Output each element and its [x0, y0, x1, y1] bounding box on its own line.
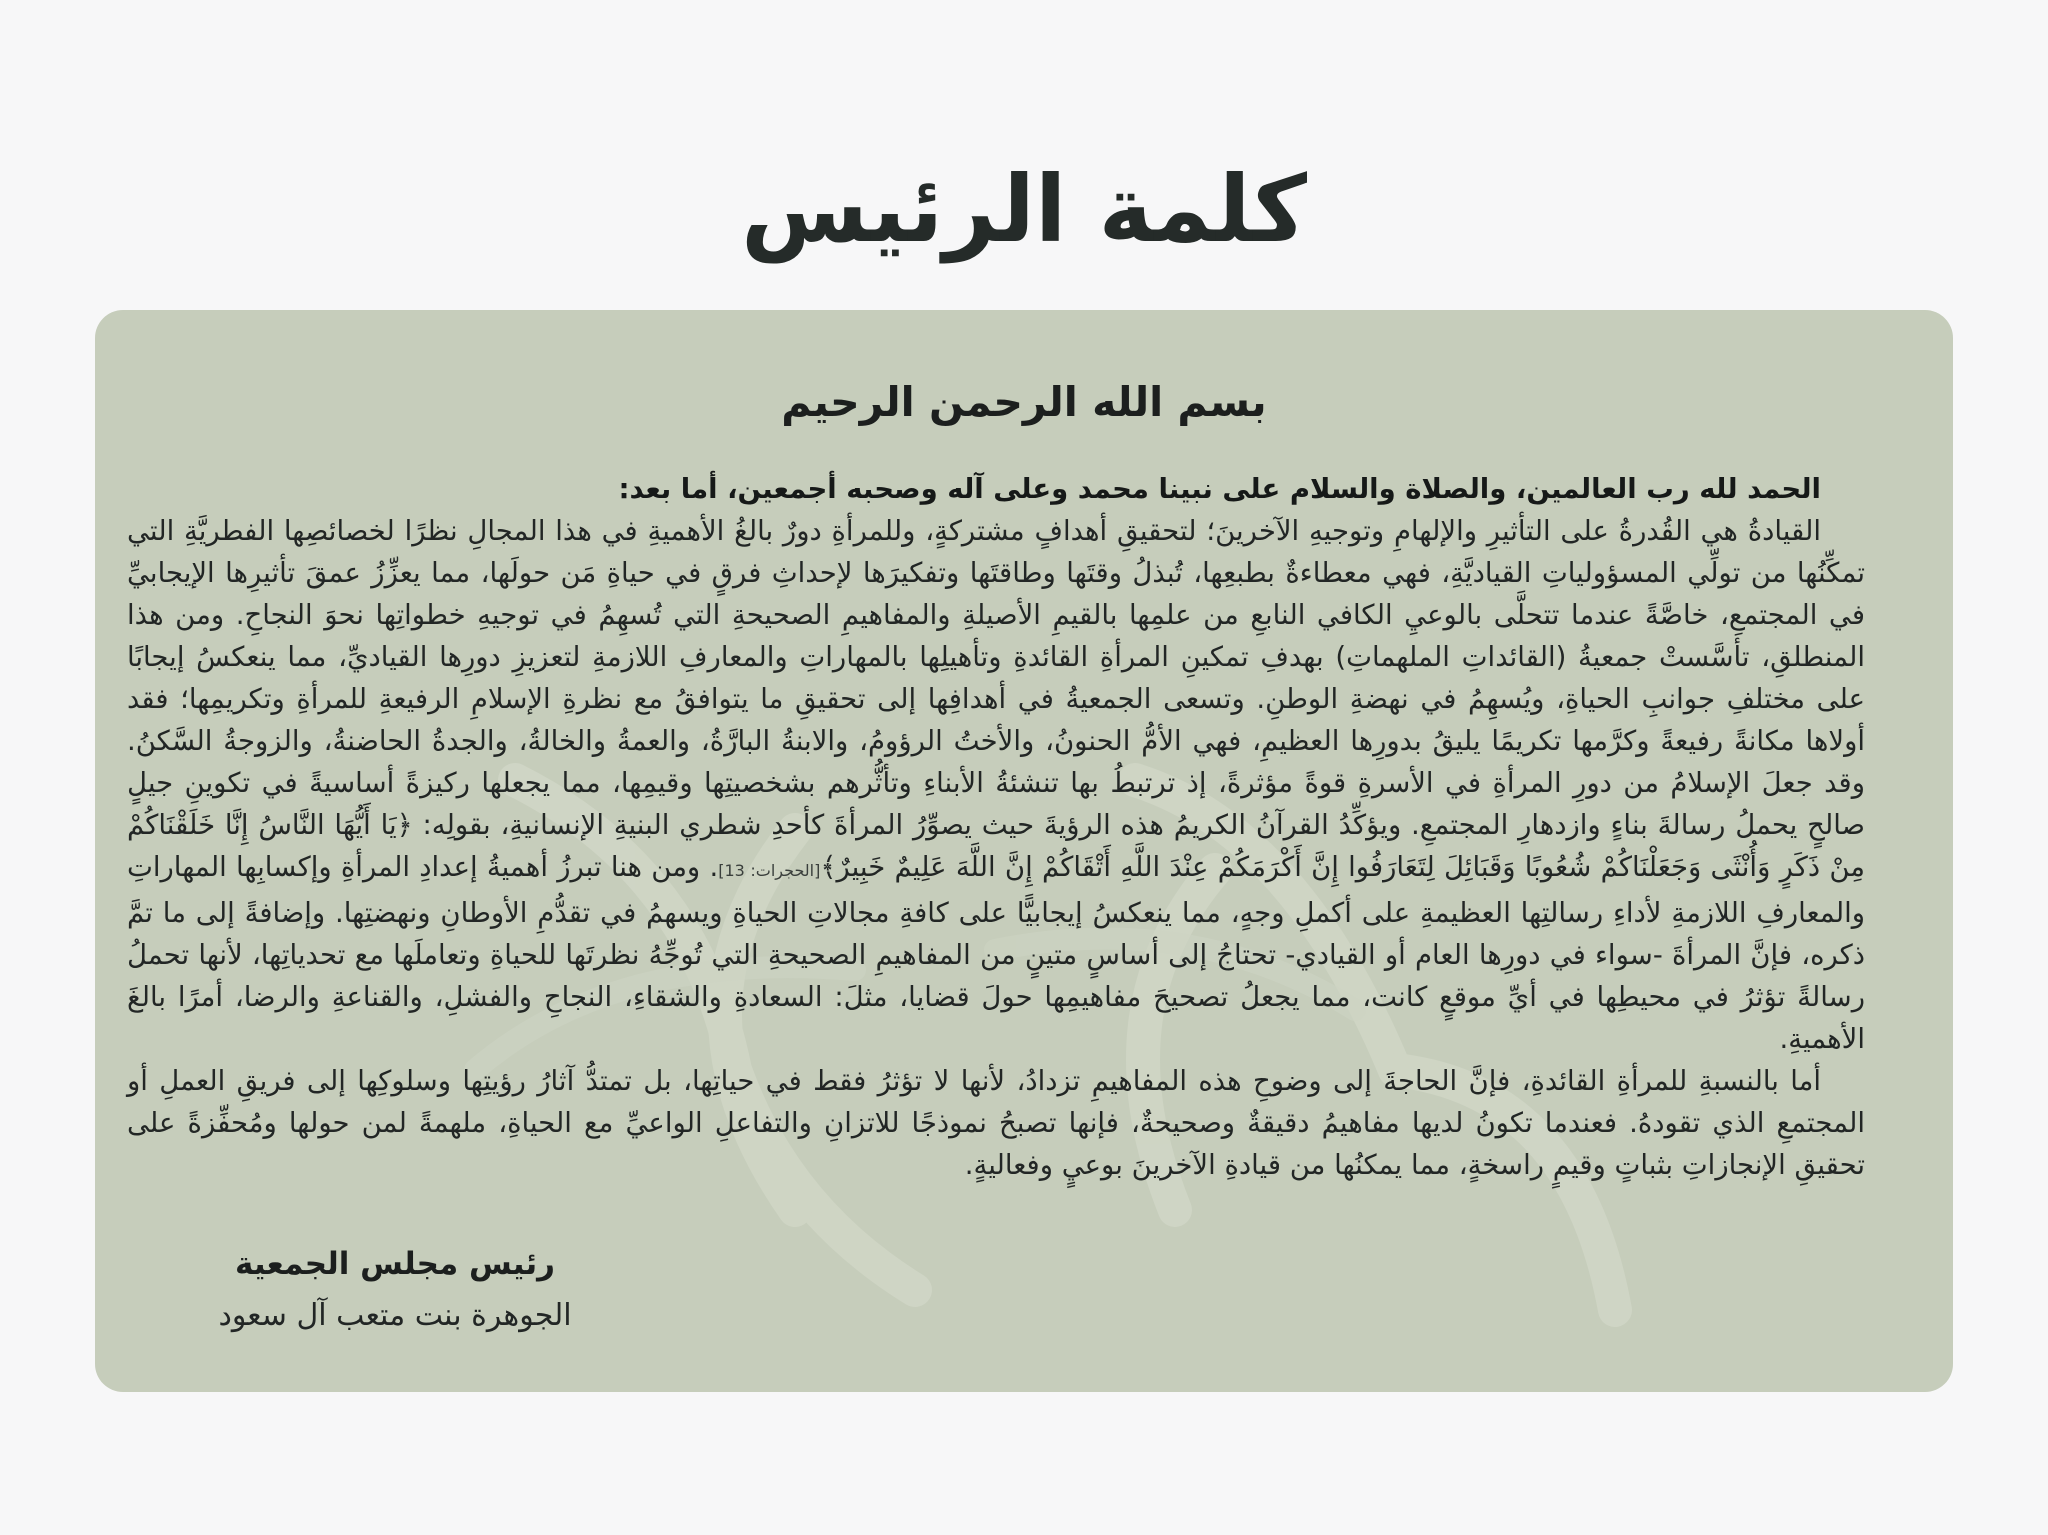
paragraph-1-text: القيادةُ هي القُدرةُ على التأثيرِ والإلهامِ وتوجيهِ الآخرينَ؛ لتحقيقِ أهدافٍ مشتركةٍ، وللمرأةِ دورٌ بالغُ الأهميةِ في هذا المجالِ نظرًا لخصائصِها الفطريَّةِ التي تمكِّنُها من تولِّي المسؤولياتِ القياديَّةِ، فهي معطاءةٌ بطبعِها، تُبذلُ وقتَها وطاقتَها وتفكيرَها لإحداثِ فرقٍ في حياةِ مَن حولَها، مما يعزِّزُ عمقَ تأثيرِها الإيجابيِّ في المجتمعِ، خاصَّةً عندما تتحلَّى بالوعيِ الكافي النابعِ من علمِها بالقيمِ الأصيلةِ والمفاهيمِ الصحيحةِ التي تُسهِمُ في توجيهِ خطواتِها نحوَ النجاحِ. ومن هذا المنطلقِ، تأسَّستْ جمعيةُ (القائداتِ الملهماتِ) بهدفِ تمكينِ المرأةِ القائدةِ وتأهيلِها بالمهاراتِ والمعارفِ اللازمةِ لتعزيزِ دورِها القياديِّ، مما ينعكسُ إيجابًا على مختلفِ جوانبِ الحياةِ، ويُسهِمُ في نهضةِ الوطنِ. وتسعى الجمعيةُ في أهدافِها إلى تحقيقِ ما يتوافقُ مع نظرةِ الإسلامِ الرفيعةِ للمرأةِ وتكريمِها؛ فقد أولاها مكانةً رفيعةً وكرَّمها تكريمًا يليقُ بدورِها العظيمِ، فهي الأمُّ الحنونُ، والأختُ الرؤومُ، والابنةُ البارَّةُ، والعمةُ والخالةُ، والجدةُ الحاضنةُ، والزوجةُ السَّكنُ. وقد جعلَ الإسلامُ من دورِ المرأةِ في الأسرةِ قوةً مؤثرةً، إذ ترتبطُ بها تنشئةُ الأبناءِ وتأثُّرهم بشخصيتِها وقيمِها، مما يجعلها ركيزةً أساسيةً في تكوينِ جيلٍ صالحٍ يحملُ رسالةَ بناءٍ وازدهارِ المجتمعِ. ويؤكِّدُ القرآنُ الكريمُ هذه الرؤيةَ حيث يصوِّرُ المرأةَ كأحدِ شطري البنيةِ الإنسانيةِ، بقولِه: ﴿يَا أَيُّهَا النَّاسُ إِنَّا خَلَقْنَاكُمْ مِنْ ذَكَرٍ وَأُنْثَى وَجَعَلْنَاكُمْ شُعُوبًا وَقَبَائِلَ لِتَعَارَفُوا إِنَّ أَكْرَمَكُمْ عِنْدَ اللَّهِ أَتْقَاكُمْ إِنَّ اللَّهَ عَلِيمٌ خَبِيرٌ﴾	[127, 515, 1865, 883]
letter-paragraph-1	[127, 510, 1865, 1060]
letter-card	[95, 310, 1953, 1392]
signature-name: الجوهرة بنت متعب آل سعود	[218, 1298, 572, 1333]
letter-opening: الحمد لله رب العالمين، والصلاة والسلام على نبينا محمد وعلى آله وصحبه أجمعين، أما بعد:	[618, 473, 1821, 505]
letter-paragraph-2: أما بالنسبةِ للمرأةِ القائدةِ، فإنَّ الحاجةَ إلى وضوحِ هذه المفاهيمِ تزدادُ، لأنها لا تؤثرُ فقط في حياتِها، بل تمتدُّ آثارُ رؤيتِها وسلوكِها إلى فريقِ العملِ أو المجتمعِ الذي تقودهُ. فعندما تكونُ لديها مفاهيمُ دقيقةٌ وصحيحةٌ، فإنها تصبحُ نموذجًا للاتزانِ والتفاعلِ الواعيِّ مع الحياةِ، ملهمةً لمن حولها ومُحفِّزةً على تحقيقِ الإنجازاتِ بثباتٍ وقيمٍ راسخةٍ، مما يمكنُها من قيادةِ الآخرينَ بوعيٍ وفعاليةٍ.	[127, 1065, 1865, 1181]
basmala-heading: بسم الله الرحمن الرحيم	[781, 378, 1267, 426]
letter-body	[127, 468, 1865, 1186]
signature-role: رئيس مجلس الجمعية	[235, 1246, 555, 1282]
quran-reference: [الحجرات: 13]	[718, 861, 821, 880]
signature-block	[205, 1238, 585, 1342]
page-title: كلمة الرئيس	[740, 156, 1307, 263]
paragraph-1-continuation: . ومن هنا تبرزُ أهميةُ إعدادِ المرأةِ وإكسابِها المهاراتِ والمعارفِ اللازمةِ لأداءِ رسالتِها العظيمةِ على أكملِ وجهٍ، مما ينعكسُ إيجابيًّا على كافةِ مجالاتِ الحياةِ ويسهمُ في تقدُّمِ الأوطانِ ونهضتِها. وإضافةً إلى ما تمَّ ذكره، فإنَّ المرأةَ -سواء في دورِها العام أو القيادي- تحتاجُ إلى أساسٍ متينٍ من المفاهيمِ الصحيحةِ التي تُوجِّهُ نظرتَها للحياةِ وتعاملَها مع تحدياتِها، لأنها تحملُ رسالةً تؤثرُ في محيطِها في أيِّ موقعٍ كانت، مما يجعلُ تصحيحَ مفاهيمِها حولَ قضايا، مثلَ: السعادةِ والشقاءِ، النجاحِ والفشلِ، والقناعةِ والرضا، أمرًا بالغَ الأهميةِ.	[127, 851, 1865, 1055]
